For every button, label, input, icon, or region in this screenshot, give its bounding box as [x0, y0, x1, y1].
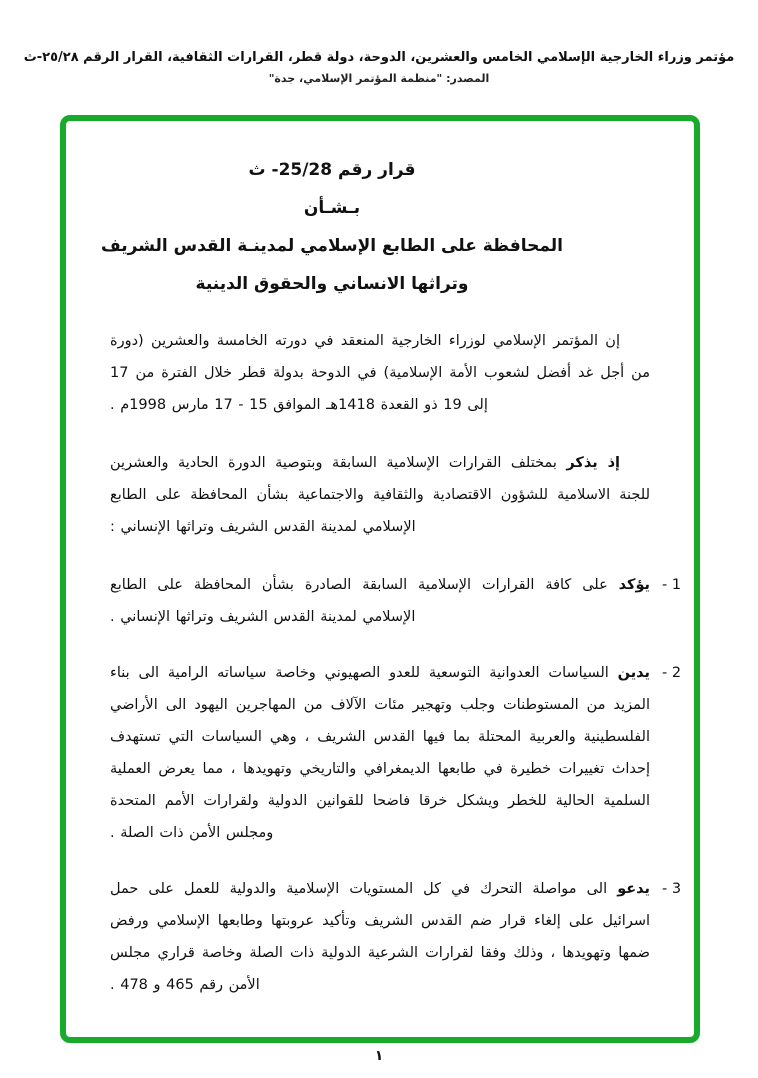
item-body: على كافة القرارات الإسلامية السابقة الصادرة بشأن المحافظة على الطابع الإسلامي لمدينة القدس الشريف وتراثها الإنساني .: [110, 577, 608, 625]
document-header: [0, 48, 758, 90]
item-text: [110, 657, 650, 849]
resolution-item-2: [110, 657, 688, 849]
resolution-content: [66, 121, 694, 1037]
item-text: [110, 873, 650, 1001]
header-source-line: مؤتمر وزراء الخارجية الإسلامي الخامس والعشرين، الدوحة، دولة قطر، القرارات الثقافية، القرار الرقم ٢٥/٢٨-ث: [23, 50, 735, 65]
header-publisher-line: المصدر: "منظمة المؤتمر الإسلامي، جدة": [268, 72, 490, 85]
paragraph-lead: إذ يذكر: [566, 455, 620, 471]
resolution-regarding-line: بـشـأن: [303, 198, 361, 218]
resolution-subject-line-1: المحافظة على الطابع الإسلامي لمدينـة القدس الشريف: [101, 236, 563, 256]
item-body: السياسات العدوانية التوسعية للعدو الصهيوني وخاصة سياساته الرامية الى بناء المزيد من المستوطنات وجلب وتهجير مئات الآلاف من المهاجرين اليهود الى الأراضي الفلسطينية والعربية المحتلة بما فيها القدس الشريف ، وهي السياسات التي تستهدف إحداث تغييرات خطيرة في طابعها الديمغرافي والتاريخي وتهويدها ، مما يعرض العملية السلمية الحالية للخطر ويشكل خرقا فاضحا للقوانين الدولية ولقرارات الأمم المتحدة ومجلس الأمن ذات الصلة .: [110, 665, 650, 841]
preamble-paragraph: [110, 325, 650, 421]
paragraph-text: إن المؤتمر الإسلامي لوزراء الخارجية المنعقد في دورته الخامسة والعشرين (دورة من أجل غد أفضل لشعوب الأمة الإسلامية) في الدوحة بدولة قطر خلال الفترة من 17 إلى 19 ذو القعدة 1418هـ الموافق 15 - 17 مارس 1998م .: [110, 333, 650, 413]
item-number: 2 -: [662, 665, 682, 681]
item-lead: يؤكد: [618, 577, 650, 593]
resolution-title-block: [62, 151, 602, 303]
resolution-subject-line-2: وتراثها الانساني والحقوق الدينية: [195, 274, 469, 294]
item-number: 1 -: [662, 577, 682, 593]
page-number: ١: [374, 1048, 384, 1064]
item-lead: يدين: [617, 665, 650, 681]
green-border-frame: [60, 115, 700, 1043]
paragraph-text: بمختلف القرارات الإسلامية السابقة وبتوصية الدورة الحادية والعشرين للجنة الاسلامية للشؤون الاقتصادية والثقافية والاجتماعية بشأن المحافظة على الطابع الإسلامي لمدينة القدس الشريف وتراثها الإنساني :: [110, 455, 650, 535]
item-lead: يدعو: [617, 881, 651, 897]
recalling-paragraph: [110, 447, 650, 543]
resolution-number-line: قرار رقم 25/28- ث: [248, 160, 416, 180]
resolution-item-1: [110, 569, 688, 633]
resolution-item-3: [110, 873, 688, 1001]
item-number: 3 -: [662, 881, 682, 897]
item-body: الى مواصلة التحرك في كل المستويات الإسلامية والدولية للعمل على حمل اسرائيل على إلغاء قرار ضم القدس الشريف وتأكيد عروبتها وطابعها الإسلامي ورفض ضمها وتهويدها ، وذلك وفقا لقرارات الشرعية الدولية ذات الصلة وخاصة قراري مجلس الأمن رقم 465 و 478 .: [110, 881, 650, 993]
item-text: [110, 569, 650, 633]
